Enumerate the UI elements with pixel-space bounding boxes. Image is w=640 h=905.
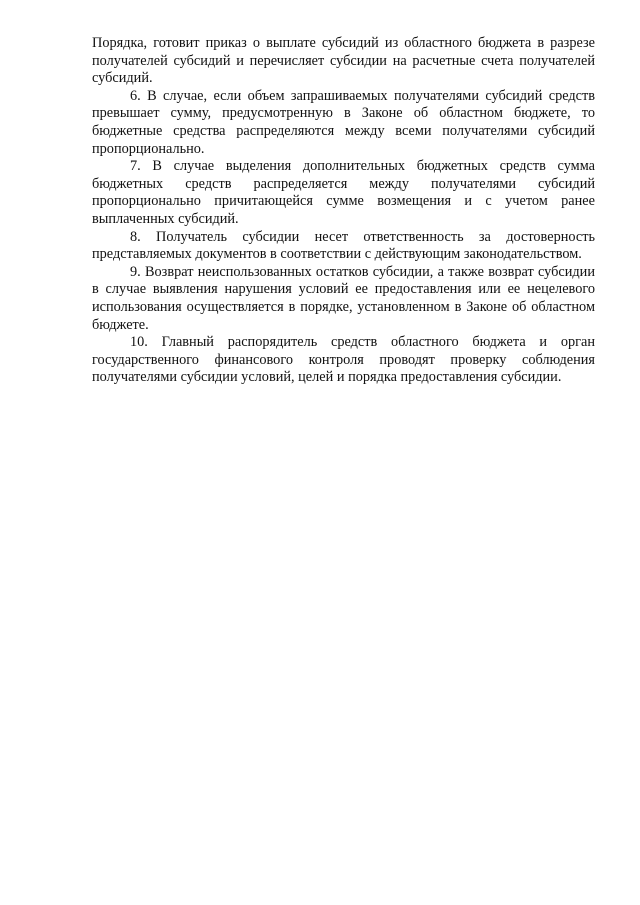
paragraph-item-10: 10. Главный распорядитель средств областного бюджета и орган государственного финансового контроля проводят проверку соблюдения получателями субсидии условий, целей и порядка предоставления субсидии.: [92, 334, 595, 386]
paragraph-item-6: 6. В случае, если объем запрашиваемых получателями субсидий средств превышает сумму, предусмотренную в Законе об областном бюджете, то бюджетные средства распределяются между всеми получателями субсидий пропорционально.: [92, 87, 595, 157]
paragraph-continuation: Порядка, готовит приказ о выплате субсидий из областного бюджета в разрезе получателей субсидий и перечисляет субсидии на расчетные счета получателей субсидий.: [92, 35, 595, 87]
document-body: [92, 35, 595, 387]
paragraph-item-9: 9. Возврат неиспользованных остатков субсидии, а также возврат субсидии в случае выявления нарушения условий ее предоставления или ее нецелевого использования осуществляется в порядке, установленном в Законе об областном бюджете.: [92, 263, 595, 333]
paragraph-item-7: 7. В случае выделения дополнительных бюджетных средств сумма бюджетных средств распределяется между получателями субсидий пропорционально причитающейся сумме возмещения и с учетом ранее выплаченных субсидий.: [92, 158, 595, 227]
paragraph-item-8: 8. Получатель субсидии несет ответственность за достоверность представляемых документов в соответствии с действующим законодательством.: [92, 228, 595, 263]
